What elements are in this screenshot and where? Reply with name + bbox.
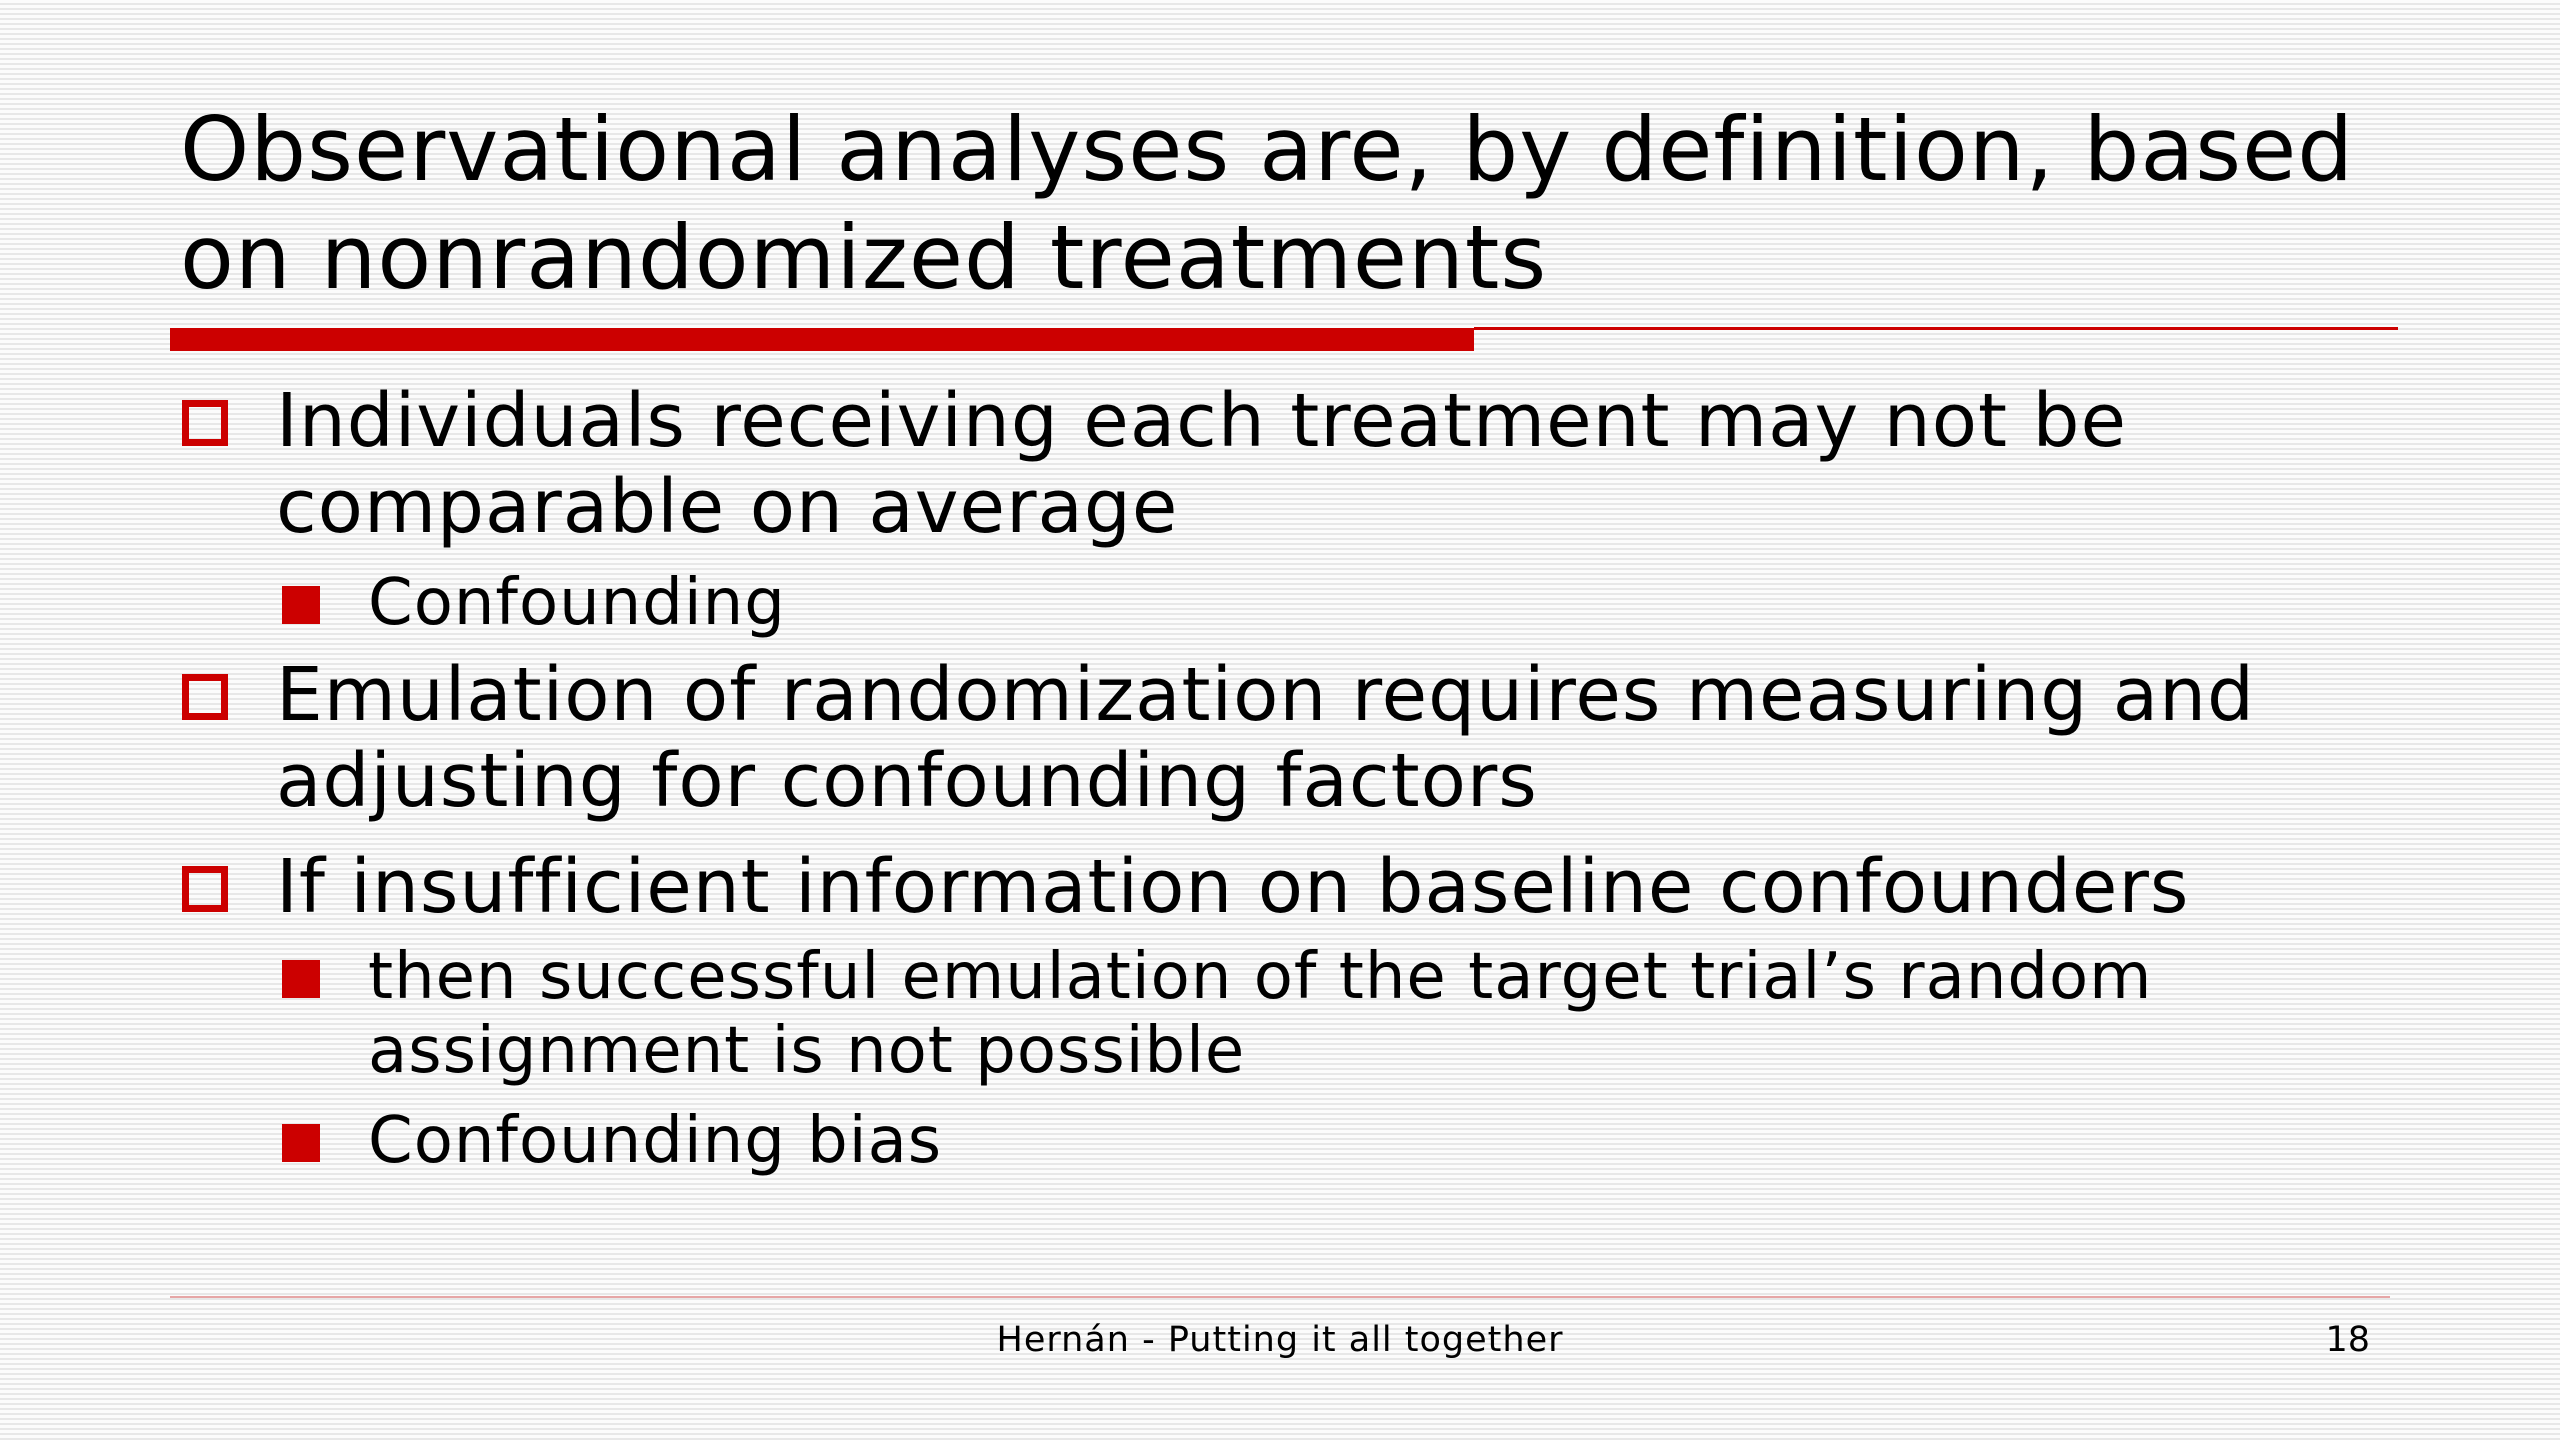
slide-title: Observational analyses are, by definition, based on nonrandomized treatments [180,98,2355,309]
sub-bullet-item [180,566,2420,640]
sub-bullet-text: then successful emulation of the target trial’s random assignment is not possible [368,940,2153,1088]
hollow-square-icon [182,400,228,446]
sub-bullet-text: Confounding [368,566,786,640]
bullet-item [180,844,2420,930]
filled-square-icon [282,1124,320,1162]
filled-square-icon [282,586,320,624]
bullet-item [180,652,2420,824]
title-underline-thick [170,328,1474,351]
title-underline-thin [1474,327,2398,330]
hollow-square-icon [182,674,228,720]
sub-bullet-item [180,1104,2420,1178]
bullet-text: If insufficient information on baseline confounders [276,844,2190,930]
bullet-text: Emulation of randomization requires measuring and adjusting for confounding factors [276,652,2255,824]
footer-text: Hernán - Putting it all together [996,1320,1564,1360]
sub-bullet-text: Confounding bias [368,1104,943,1178]
sub-bullet-item [180,940,2420,1088]
bullet-text: Individuals receiving each treatment may not be comparable on average [276,378,2128,550]
footer-divider [170,1296,2390,1298]
slide-content [180,370,2420,1178]
page-number: 18 [2325,1320,2370,1360]
filled-square-icon [282,960,320,998]
hollow-square-icon [182,866,228,912]
bullet-item [180,378,2420,550]
